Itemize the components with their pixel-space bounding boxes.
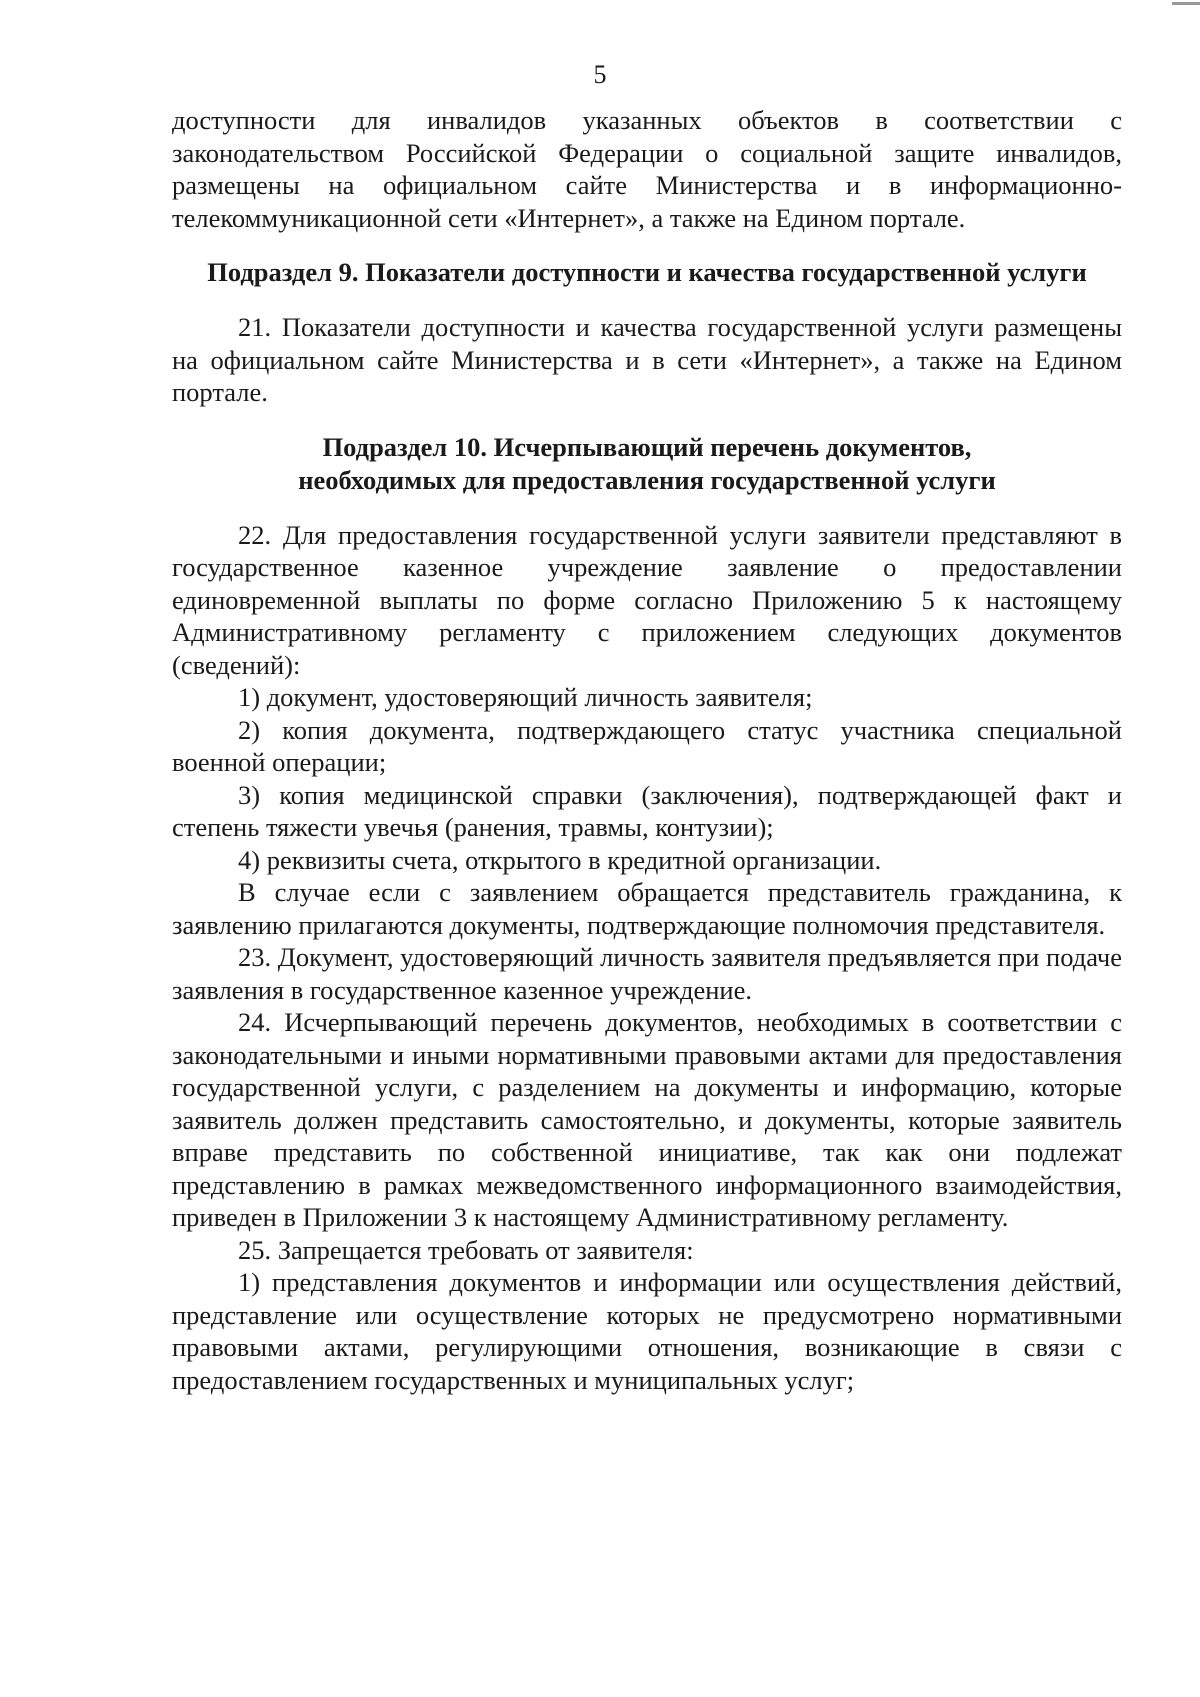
subsection-10-title-line1: Подраздел 10. Исчерпывающий перечень документов, (322, 431, 972, 462)
paragraph-22-item-4: 4) реквизиты счета, открытого в кредитной организации. (238, 844, 882, 875)
subsection-10-title-line2: необходимых для предоставления государственной услуги (298, 464, 996, 495)
paragraph-22-item-2: 2) копия документа, подтверждающего статус участника специальной военной операции; (172, 714, 1122, 777)
paragraph-22-representative: В случае если с заявлением обращается представитель гражданина, к заявлению прилагаются документы, подтверждающие полномочия представителя. (172, 877, 1122, 940)
subsection-10-title (172, 431, 1122, 497)
paragraph-24: 24. Исчерпывающий перечень документов, необходимых в соответствии с законодательными и иными нормативными правовыми актами для предоставления государственной услуги, с разделением на документы и информацию, которые заявитель должен представить самостоятельно, и документы, которые заявитель вправе представить по собственной инициативе, так как они подлежат представлению в рамках межведомственного информационного взаимодействия, приведен в Приложении 3 к настоящему Административному регламенту. (172, 1007, 1122, 1232)
intro-paragraph: доступности для инвалидов указанных объектов в соответствии с законодательством Российской Федерации о социальной защите инвалидов, размещены на официальном сайте Министерства и в информационно-телекоммуникационной сети «Интернет», а также на Едином портале. (172, 105, 1122, 233)
scan-corner-mark (1172, 2, 1200, 5)
paragraph-25-item-1: 1) представления документов и информации или осуществления действий, представление или осуществление которых не предусмотрено нормативными правовыми актами, регулирующими отношения, возникающие в связи с предоставлением государственных и муниципальных услуг; (172, 1267, 1122, 1395)
subsection-9-title: Подраздел 9. Показатели доступности и качества государственной услуги (207, 257, 1087, 287)
page-number: 5 (593, 60, 607, 89)
paragraph-22: 22. Для предоставления государственной услуги заявители представляют в государственное казенное учреждение заявление о предоставлении единовременной выплаты по форме согласно Приложению 5 к настоящему Административному регламенту с приложением следующих документов (сведений): (172, 519, 1122, 680)
paragraph-22-item-1: 1) документ, удостоверяющий личность заявителя; (238, 682, 813, 712)
paragraph-25: 25. Запрещается требовать от заявителя: (238, 1234, 694, 1265)
paragraph-22-item-3: 3) копия медицинской справки (заключения), подтверждающей факт и степень тяжести увечья (ранения, травмы, контузии); (172, 779, 1122, 842)
paragraph-21: 21. Показатели доступности и качества государственной услуги размещены на официальном сайте Министерства и в сети «Интернет», а также на Едином портале. (172, 312, 1122, 407)
paragraph-23: 23. Документ, удостоверяющий личность заявителя предъявляется при подаче заявления в государственное казенное учреждение. (172, 942, 1122, 1005)
document-body (172, 104, 1122, 1396)
